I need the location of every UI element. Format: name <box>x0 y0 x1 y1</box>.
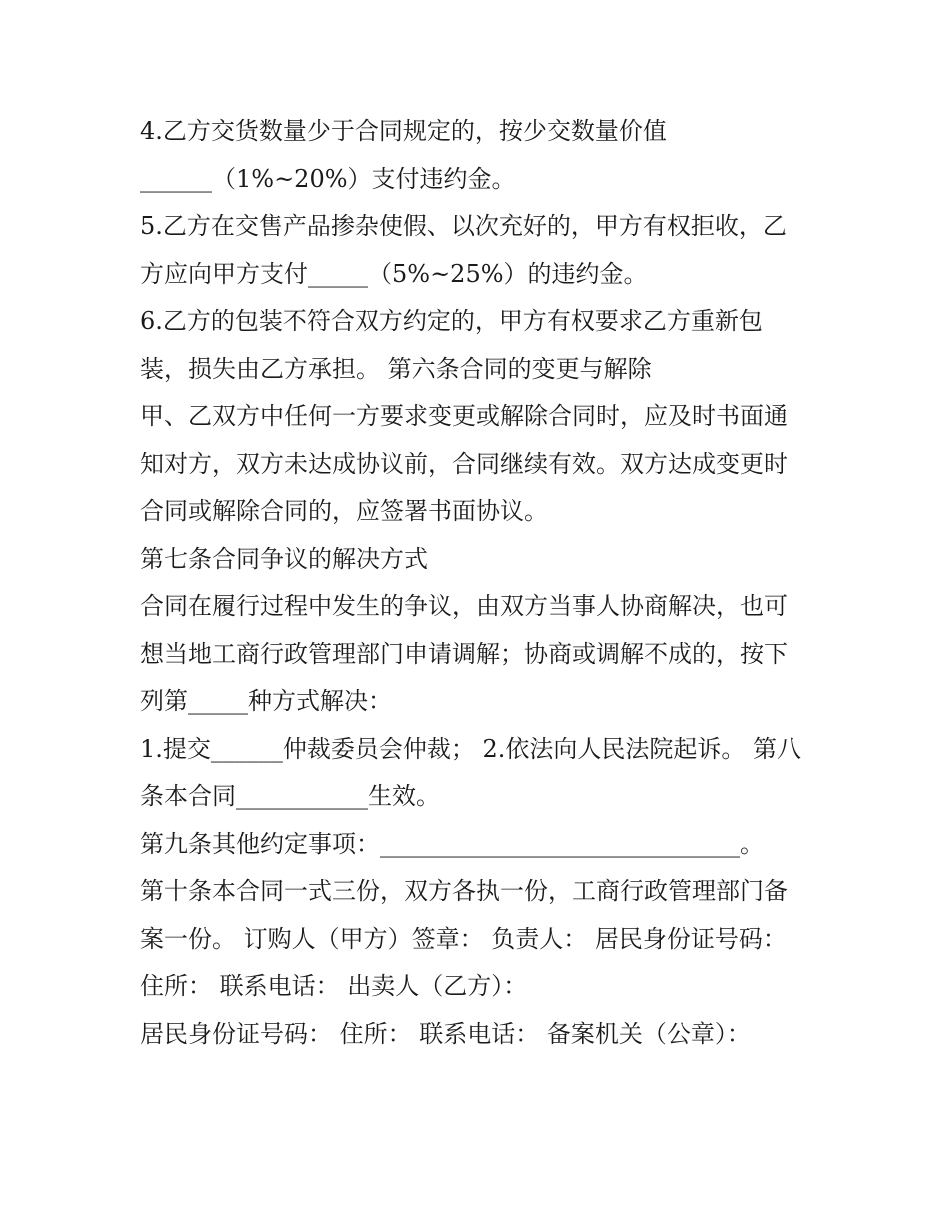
text-line-signatures-1: 案一份。 订购人（甲方）签章： 负责人： 居民身份证号码： <box>140 924 787 953</box>
text-line-article-7-body-1: 合同在履行过程中发生的争议，由双方当事人协商解决，也可 <box>140 592 788 620</box>
text-line-article-6-body-2: 知对方，双方未达成协议前，合同继续有效。双方达成变更时 <box>140 449 788 478</box>
text-line-clause-6: 6.乙方的包装不符合双方约定的，甲方有权要求乙方重新包 <box>140 307 763 335</box>
contract-text-body <box>140 108 830 1058</box>
text-line-dispute-options: 1.提交______仲裁委员会仲裁； 2.依法向人民法院起诉。 第八 <box>140 734 802 763</box>
text-line-article-10: 第十条本合同一式三份，双方各执一份，工商行政管理部门备 <box>140 877 788 905</box>
text-line-article-6-body-1: 甲、乙双方中任何一方要求变更或解除合同时，应及时书面通 <box>140 402 788 430</box>
text-line-clause-4-cont: ______（1%~20%）支付违约金。 <box>140 164 516 193</box>
text-line-article-7-heading: 第七条合同争议的解决方式 <box>140 544 428 573</box>
text-line-article-7-body-2: 想当地工商行政管理部门申请调解；协商或调解不成的，按下 <box>140 639 788 668</box>
text-line-clause-5: 5.乙方在交售产品掺杂使假、以次充好的，甲方有权拒收，乙 <box>140 212 787 240</box>
text-line-article-8: 条本合同___________生效。 <box>140 782 440 810</box>
text-line-article-6-heading: 装，损失由乙方承担。 第六条合同的变更与解除 <box>140 354 652 383</box>
text-line-article-7-body-3: 列第_____种方式解决： <box>140 687 392 715</box>
text-line-article-9: 第九条其他约定事项：______________________________。 <box>140 829 764 858</box>
text-line-article-6-body-3: 合同或解除合同的，应签署书面协议。 <box>140 497 548 525</box>
text-line-clause-5-cont: 方应向甲方支付_____（5%~25%）的违约金。 <box>140 259 648 288</box>
text-line-clause-4: 4.乙方交货数量少于合同规定的，按少交数量价值 <box>140 117 667 145</box>
text-line-signatures-2: 住所： 联系电话： 出卖人（乙方）： <box>140 972 528 1000</box>
text-line-signatures-3: 居民身份证号码： 住所： 联系电话： 备案机关（公章）： <box>140 1019 751 1048</box>
